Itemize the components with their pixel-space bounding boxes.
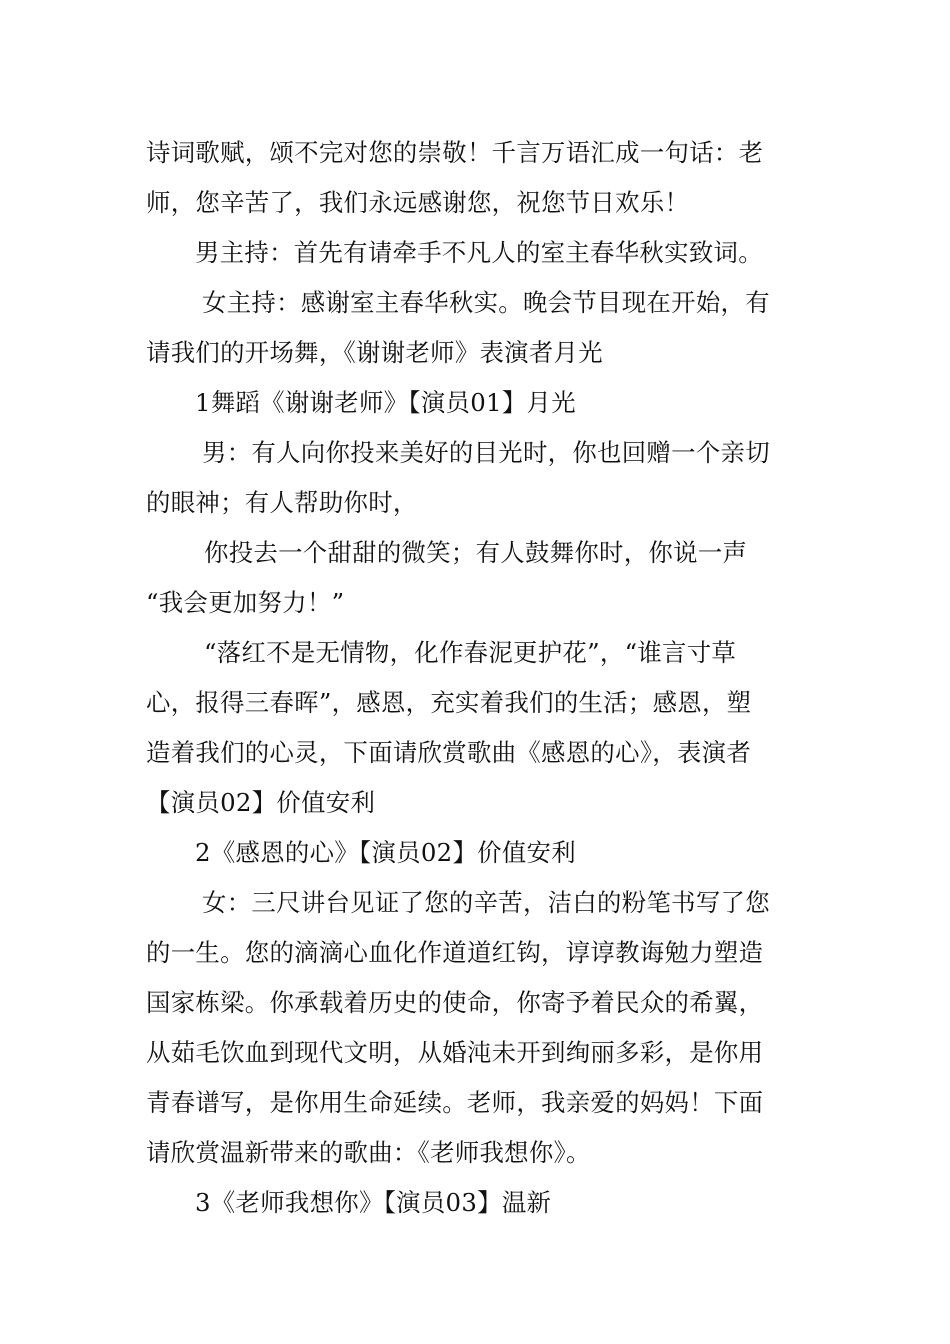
text-line: 女主持：感谢室主春华秋实。晚会节目现在开始，有	[202, 288, 770, 317]
program-item-1	[146, 378, 808, 428]
text-line: 2《感恩的心》【演员02】价值安利	[195, 838, 576, 867]
text-line: “我会更加努力！”	[146, 588, 345, 617]
text-line: 造着我们的心灵，下面请欣赏歌曲《感恩的心》，表演者	[146, 738, 752, 767]
paragraph-male-host	[146, 228, 808, 278]
paragraph-encouragement	[146, 528, 808, 628]
text-line: 请欣赏温新带来的歌曲：《老师我想你》。	[146, 1138, 591, 1167]
text-line: 的眼神；有人帮助你时，	[146, 488, 418, 517]
text-line: 从茹毛饮血到现代文明，从婚沌未开到绚丽多彩，是你用	[146, 1038, 764, 1067]
program-item-2	[146, 828, 808, 878]
program-item-3	[146, 1178, 808, 1228]
text-line: 男：有人向你投来美好的目光时，你也回赠一个亲切	[202, 438, 770, 467]
paragraph-male-speech	[146, 428, 808, 528]
text-line: 1舞蹈《谢谢老师》【演员01】月光	[195, 388, 576, 417]
paragraph-gratitude	[146, 628, 808, 828]
text-line: 的一生。您的滴滴心血化作道道红钩，谆谆教诲勉力塑造	[146, 938, 764, 967]
text-line: 请我们的开场舞，《谢谢老师》表演者月光	[146, 338, 603, 367]
text-line: 师，您辛苦了，我们永远感谢您，祝您节日欢乐！	[146, 188, 690, 217]
text-line: 青春谱写，是你用生命延续。老师，我亲爱的妈妈！下面	[146, 1088, 764, 1117]
paragraph-closing-praise	[146, 128, 808, 228]
text-line: 诗词歌赋，颂不完对您的崇敬！千言万语汇成一句话：老	[146, 138, 764, 167]
text-line: 女：三尺讲台见证了您的辛苦，洁白的粉笔书写了您	[202, 888, 770, 917]
paragraph-female-speech	[146, 878, 808, 1178]
document-body	[146, 128, 808, 1228]
text-line: 男主持：首先有请牵手不凡人的室主春华秋实致词。	[195, 238, 763, 267]
text-line: 心，报得三春晖”，感恩，充实着我们的生活；感恩，塑	[146, 688, 752, 717]
text-line: “落红不是无情物，化作春泥更护花”，“谁言寸草	[204, 638, 737, 667]
text-line: 国家栋梁。你承载着历史的使命，你寄予着民众的希翼，	[146, 988, 764, 1017]
text-line: 【演员02】价值安利	[146, 788, 376, 817]
text-line: 3《老师我想你》【演员03】温新	[195, 1188, 552, 1217]
text-line: 你投去一个甜甜的微笑；有人鼓舞你时，你说一声	[204, 538, 748, 567]
paragraph-female-host	[146, 278, 808, 378]
